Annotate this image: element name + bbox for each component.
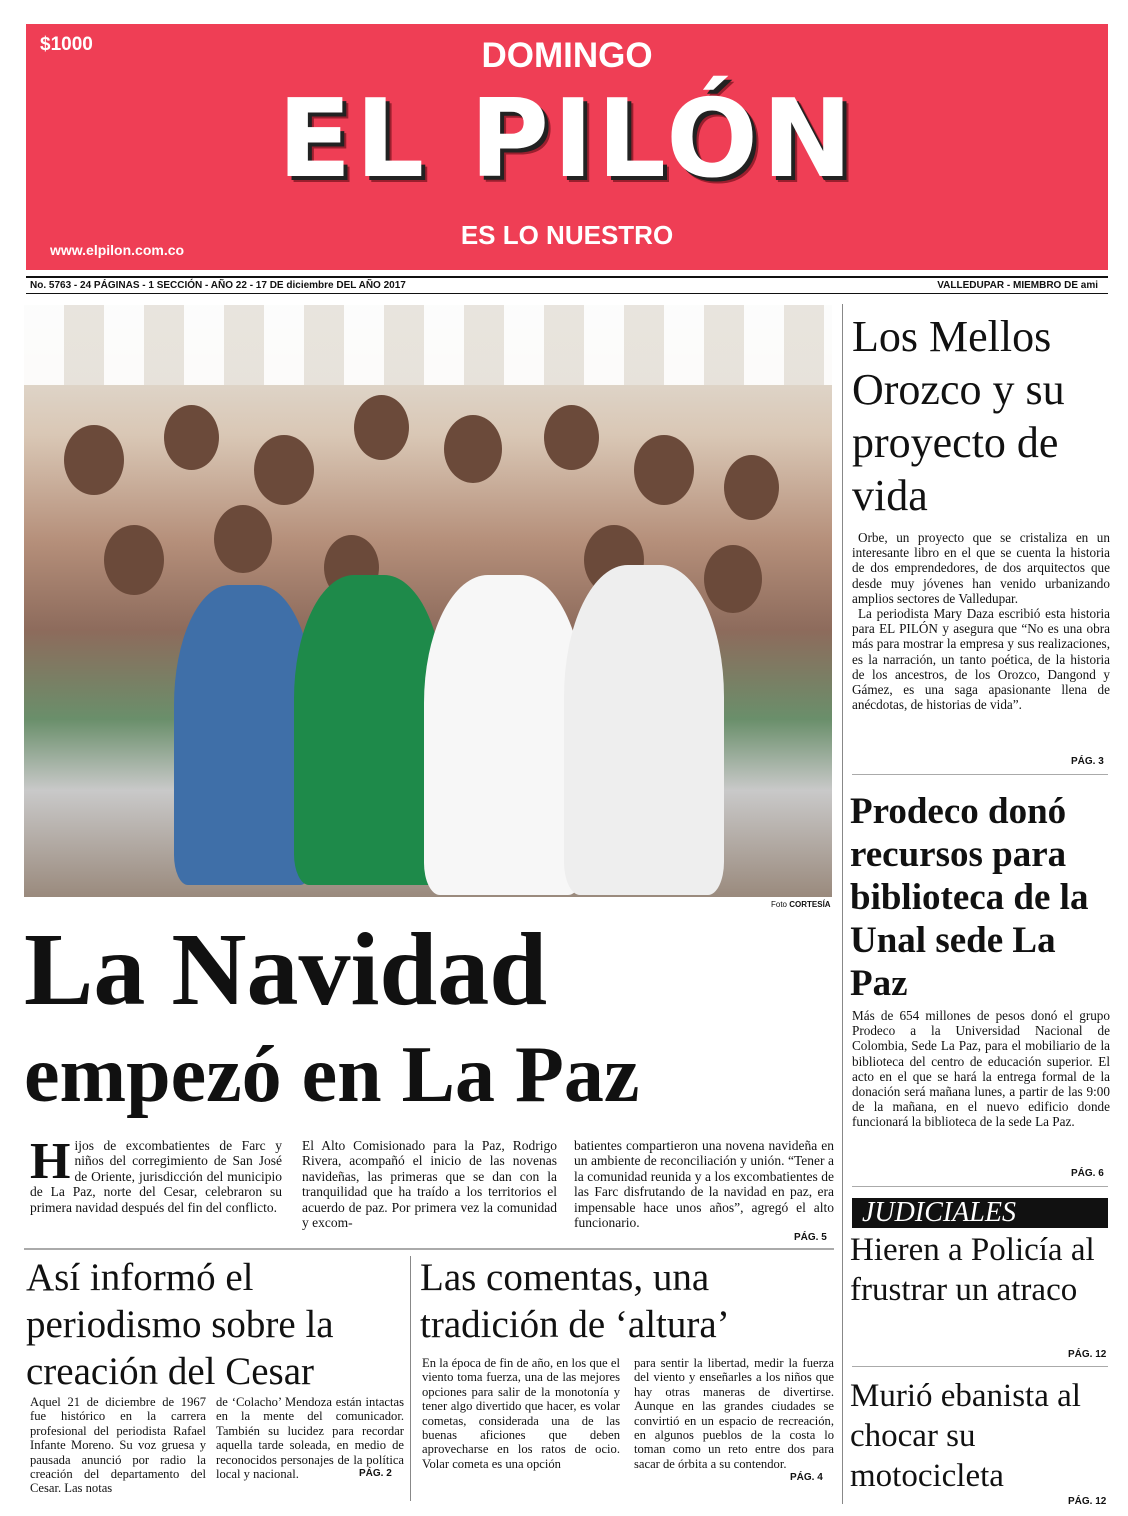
cesar-column-1: Aquel 21 de diciembre de 1967 fue histórico en la carrera profesional del periodista Rafael Infante Moreno. Su voz gruesa y pausada anunció por radio la creación del departamento del Cesar. Las notas [30, 1395, 206, 1496]
city-info: VALLEDUPAR - MIEMBRO DE ami [937, 280, 1098, 291]
divider [852, 774, 1108, 775]
comentas-page-ref[interactable]: PÁG. 4 [790, 1472, 823, 1483]
cesar-page-ref[interactable]: PÁG. 2 [359, 1468, 392, 1479]
comentas-column-2: para sentir la libertad, medir la fuerza del viento y enseñarles a los niños que hay otras maneras de divertirse. Aunque en las grandes ciudades se convirtió en un espacio de recreación, en algunos pueblos de la costa lo toman como un reto entre dos para sacar de órbita a su contendor. [634, 1356, 834, 1471]
section-kicker: JUDICIALES [852, 1198, 1108, 1228]
ebanista-headline[interactable]: Murió ebanista al chocar su motocicleta [850, 1378, 1081, 1494]
divider [852, 1366, 1108, 1367]
lead-page-ref[interactable]: PÁG. 5 [794, 1232, 827, 1243]
prodeco-text: Más de 654 millones de pesos donó el grupo Prodeco a la Universidad Nacional de Colombia, Sede La Paz, para el mobiliario de la biblioteca del centro de educación superior. El acto en el que se hará la entrega formal de la donación será mañana lunes, a partir de las 9:00 de la mañana, en el nuevo edificio donde funcionará la biblioteca de la sede La Paz. [852, 1008, 1110, 1130]
edition-day: DOMINGO [481, 36, 653, 75]
prodeco-headline[interactable]: Prodeco donó recursos para biblioteca de la Unal sede La Paz [850, 791, 1089, 1004]
newspaper-logo: EL PILÓN [277, 77, 857, 202]
lead-photo [24, 305, 832, 897]
mellos-text: Orbe, un proyecto que se cristaliza en un interesante libro en el que se cuenta la historia de dos emprendedores, de dos arquitectos que desde muy jóvenes han venido urbanizando amplios sectores de Valledupar. La periodista Mary Daza escribió esta historia para EL PILÓN y asegura que “No es una obra más para mostrar la empresa y sus realizaciones, es la narración, un tanto poética, de la historia de los ancestros, de los Orozco, Dangond y Gámez, es una saga apasionante llena de anécdotas, de historias de vida”. [852, 530, 1110, 713]
photo-credit: Foto CORTESÍA [771, 900, 831, 909]
divider [26, 276, 1108, 278]
lead-column-3: batientes compartieron una novena navideña en un ambiente de reconciliación y unión. “Tener a la comunidad reunida y a los excombatientes de las Farc disfrutando de la navidad en paz, era impensable hace unos años”, agregó el alto funcionario. [574, 1138, 834, 1231]
divider [410, 1256, 411, 1501]
masthead [26, 24, 1108, 270]
website-link[interactable]: www.elpilon.com.co [50, 242, 185, 258]
lead-headline-line1[interactable]: La Navidad [24, 912, 548, 1027]
mellos-headline[interactable]: Los Mellos Orozco y su proyecto de vida [852, 312, 1065, 520]
price: $1000 [40, 34, 93, 55]
mellos-page-ref[interactable]: PÁG. 3 [1071, 756, 1104, 767]
divider [852, 1186, 1108, 1187]
slogan: ES LO NUESTRO [460, 220, 674, 250]
lead-headline-line2[interactable]: empezó en La Paz [24, 1031, 640, 1119]
cesar-column-2: de ‘Colacho’ Mendoza están intactas en la mente del comunicador. También su lucidez para recordar aquella tarde soleada, en medio de reconocidos personajes de la política local y nacional. [216, 1395, 404, 1482]
ebanista-page-ref[interactable]: PÁG. 12 [1068, 1496, 1107, 1507]
prodeco-page-ref[interactable]: PÁG. 6 [1071, 1168, 1104, 1179]
policia-headline[interactable]: Hieren a Policía al frustrar un atraco [850, 1232, 1095, 1308]
issue-info: No. 5763 - 24 PÁGINAS - 1 SECCIÓN - AÑO 22 - 17 DE diciembre DEL AÑO 2017 [30, 280, 406, 291]
cesar-headline[interactable]: Así informó el periodismo sobre la creación del Cesar [26, 1256, 334, 1393]
divider [842, 304, 843, 1504]
comentas-headline[interactable]: Las comentas, una tradición de ‘altura’ [420, 1256, 730, 1346]
divider [24, 1248, 834, 1250]
divider [26, 293, 1108, 294]
dropcap: H [30, 1133, 71, 1190]
comentas-column-1: En la época de fin de año, en los que el viento toma fuerza, una de las mejores opciones para salir de la monotonía y tener algo divertido que hacer, es volar cometas, considerada una de las buenas aficiones que deben aprovecharse en los ratos de ocio. Volar cometa es una opción [422, 1356, 620, 1471]
lead-column-2: El Alto Comisionado para la Paz, Rodrigo Rivera, acompañó el inicio de las novenas navideñas, las primeras que se dan con la tranquilidad que ha traído a los territorios el acuerdo de paz. Por primera vez la comunidad y excom- [302, 1138, 557, 1231]
lead-column-1: Hijos de excombatientes de Farc y niños del corregimiento de San José de Oriente, jurisdicción del municipio de La Paz, norte del Cesar, celebraron su primera navidad después del fin del conflicto. [30, 1133, 282, 1215]
policia-page-ref[interactable]: PÁG. 12 [1068, 1349, 1107, 1360]
